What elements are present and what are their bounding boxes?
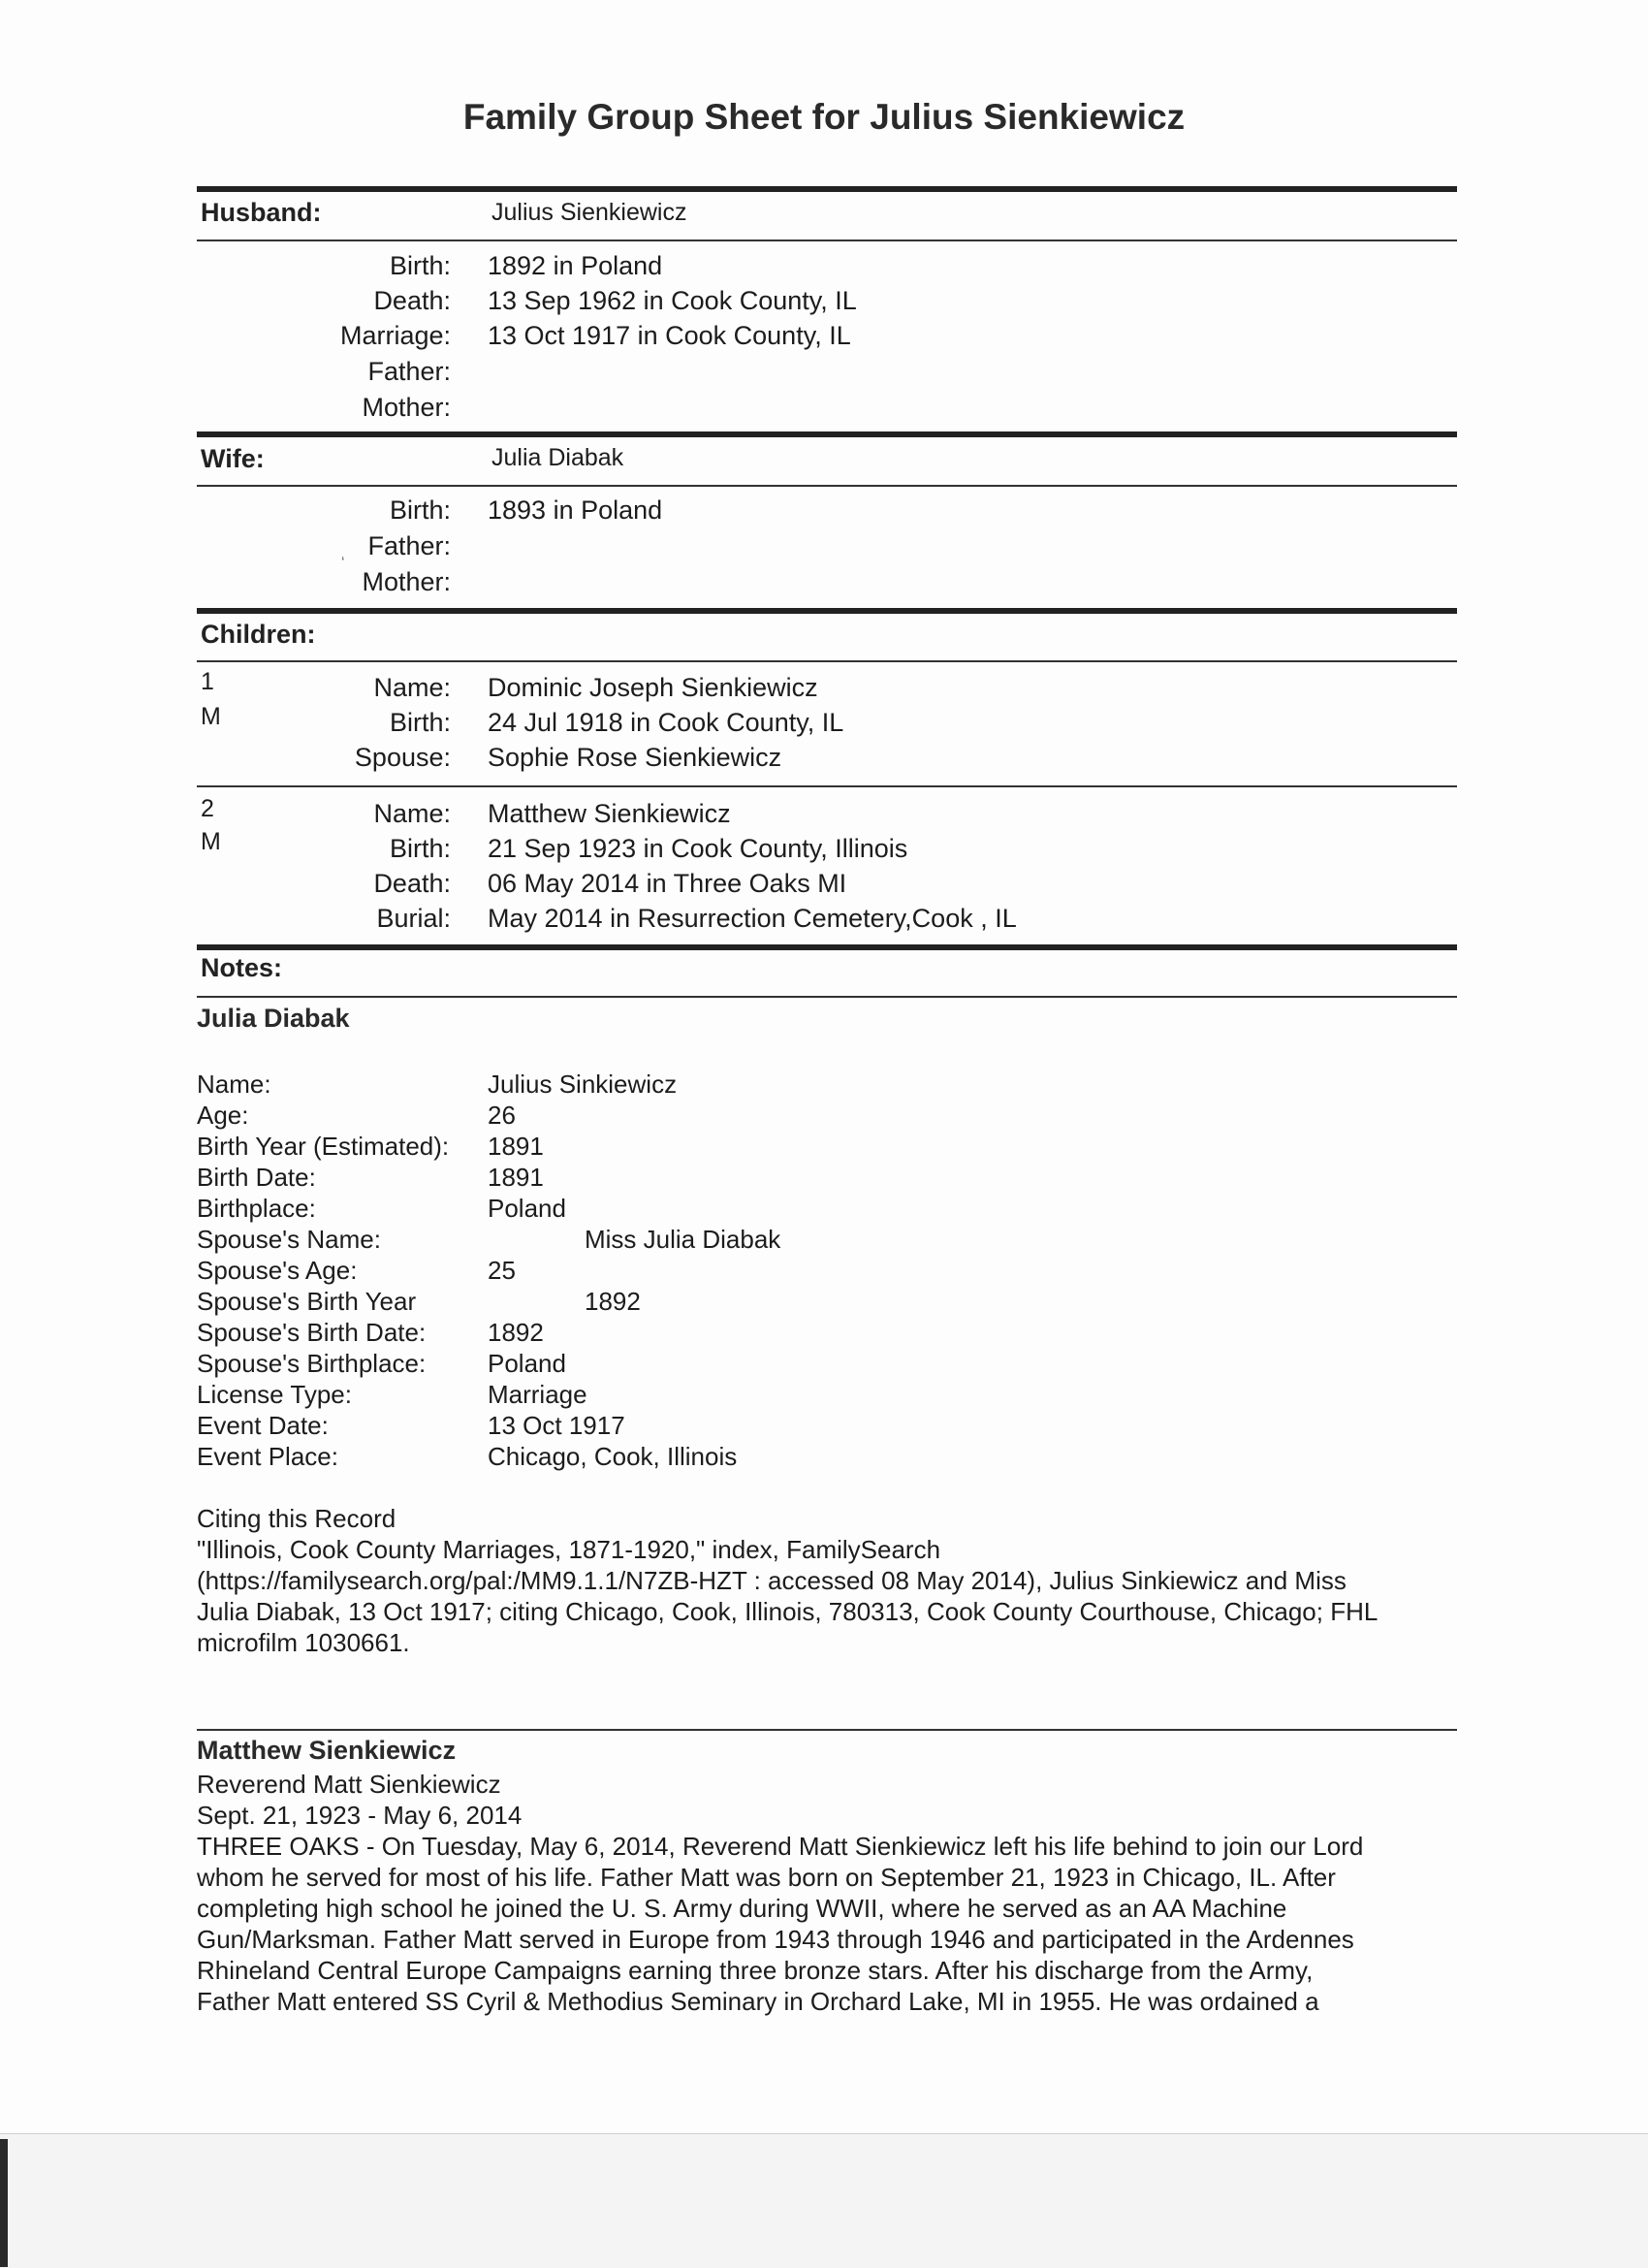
page-title: Family Group Sheet for Julius Sienkiewicz: [462, 97, 1186, 137]
child-1-spouse-value: Sophie Rose Sienkiewicz: [488, 743, 782, 772]
citation-line: "Illinois, Cook County Marriages, 1871-1920," index, FamilySearch: [197, 1535, 941, 1564]
scanner-background: [0, 2133, 1648, 2268]
record-label: Spouse's Birth Year: [197, 1287, 417, 1316]
child-2-burial-value: May 2014 in Resurrection Cemetery,Cook , IL: [488, 904, 1017, 933]
obituary-line: Father Matt entered SS Cyril & Methodius Seminary in Orchard Lake, MI in 1955. He was ordained a: [197, 1987, 1319, 2016]
husband-death-label: Death:: [373, 286, 451, 315]
child-2-name-value: Matthew Sienkiewicz: [488, 799, 731, 828]
section-rule: [197, 186, 1457, 192]
record-value: 26: [488, 1101, 516, 1130]
obituary-block: [197, 1769, 1476, 2017]
obituary-line: Rhineland Central Europe Campaigns earning three bronze stars. After his discharge from the Army,: [197, 1956, 1314, 1985]
citation-line: microfilm 1030661.: [197, 1628, 410, 1657]
record-label: Age:: [197, 1101, 249, 1130]
scan-mark: ‘: [341, 555, 345, 571]
child-2-birth-label: Birth:: [389, 834, 451, 863]
section-divider: [197, 660, 1457, 662]
child-number: 2: [201, 795, 214, 822]
husband-father-label: Father:: [367, 357, 451, 386]
record-label: Spouse's Birth Date:: [197, 1318, 427, 1347]
husband-birth-value: 1892 in Poland: [488, 251, 663, 280]
wife-mother-label: Mother:: [362, 567, 451, 596]
wife-birth-label: Birth:: [389, 495, 451, 525]
husband-label: Husband:: [201, 198, 322, 227]
note-divider: [197, 1729, 1457, 1731]
child-sex: M: [201, 828, 221, 855]
record-label: Birthplace:: [197, 1194, 316, 1223]
husband-marriage-label: Marriage:: [339, 321, 451, 350]
child-number: 1: [201, 668, 214, 695]
section-rule: [197, 431, 1457, 437]
husband-birth-label: Birth:: [389, 251, 451, 280]
child-2-name-label: Name:: [373, 799, 451, 828]
notes-label: Notes:: [201, 953, 283, 982]
obituary-line: Gun/Marksman. Father Matt served in Europe from 1943 through 1946 and participated in the Ardennes: [197, 1925, 1354, 1954]
husband-marriage-value: 13 Oct 1917 in Cook County, IL: [488, 321, 851, 350]
citation-line: Julia Diabak, 13 Oct 1917; citing Chicago, Cook, Illinois, 780313, Cook County Courthouse, Chicago; FHL: [197, 1597, 1379, 1626]
citation-heading: Citing this Record: [197, 1504, 396, 1533]
children-label: Children:: [201, 620, 316, 649]
section-rule: [197, 944, 1457, 950]
note-heading-matthew: Matthew Sienkiewicz: [197, 1736, 457, 1765]
record-label: Birth Year (Estimated):: [197, 1132, 450, 1161]
record-value: Poland: [488, 1349, 566, 1378]
wife-father-label: Father:: [367, 531, 451, 560]
record-label: Spouse's Age:: [197, 1256, 358, 1285]
scanner-edge: [0, 2139, 8, 2267]
record-value: Marriage: [488, 1380, 587, 1409]
section-divider: [197, 485, 1457, 487]
section-rule: [197, 608, 1457, 614]
wife-name: Julia Diabak: [491, 444, 624, 471]
record-value: 1892: [488, 1318, 544, 1347]
record-value: 1891: [488, 1132, 544, 1161]
obituary-line: THREE OAKS - On Tuesday, May 6, 2014, Reverend Matt Sienkiewicz left his life behind to join our Lord: [197, 1832, 1364, 1861]
record-value: 13 Oct 1917: [488, 1411, 625, 1440]
husband-name: Julius Sienkiewicz: [491, 199, 687, 226]
child-1-birth-value: 24 Jul 1918 in Cook County, IL: [488, 708, 844, 737]
record-label: Birth Date:: [197, 1163, 316, 1192]
child-2-birth-value: 21 Sep 1923 in Cook County, Illinois: [488, 834, 908, 863]
child-2-death-value: 06 May 2014 in Three Oaks MI: [488, 869, 847, 898]
obituary-line: completing high school he joined the U. S. Army during WWII, where he served as an AA Machine: [197, 1894, 1287, 1923]
note-heading-julia: Julia Diabak: [197, 1004, 350, 1033]
record-value: Poland: [488, 1194, 566, 1223]
child-divider: [197, 785, 1457, 787]
record-value: 25: [488, 1256, 516, 1285]
record-value: Chicago, Cook, Illinois: [488, 1442, 738, 1471]
record-label: Event Date:: [197, 1411, 329, 1440]
section-divider: [197, 240, 1457, 241]
citation-block: [197, 1503, 1476, 1658]
record-label: License Type:: [197, 1380, 352, 1409]
child-1-name-label: Name:: [373, 673, 451, 702]
section-divider: [197, 996, 1457, 998]
record-label: Name:: [197, 1070, 271, 1099]
record-value: Julius Sinkiewicz: [488, 1070, 678, 1099]
child-2-burial-label: Burial:: [376, 904, 451, 933]
husband-mother-label: Mother:: [362, 393, 451, 422]
child-sex: M: [201, 703, 221, 730]
record-value: 1891: [488, 1163, 544, 1192]
record-label: Event Place:: [197, 1442, 338, 1471]
husband-death-value: 13 Sep 1962 in Cook County, IL: [488, 286, 857, 315]
child-1-name-value: Dominic Joseph Sienkiewicz: [488, 673, 818, 702]
obituary-dates: Sept. 21, 1923 - May 6, 2014: [197, 1801, 523, 1830]
child-1-birth-label: Birth:: [389, 708, 451, 737]
record-label: Spouse's Birthplace:: [197, 1349, 427, 1378]
child-2-death-label: Death:: [373, 869, 451, 898]
citation-line: (https://familysearch.org/pal:/MM9.1.1/N7ZB-HZT : accessed 08 May 2014), Julius Sinkiewicz and Miss: [197, 1566, 1347, 1595]
obituary-subtitle: Reverend Matt Sienkiewicz: [197, 1770, 501, 1799]
record-label: Spouse's Name:: [197, 1225, 381, 1254]
record-value: 1892: [585, 1287, 641, 1316]
record-value: Miss Julia Diabak: [585, 1225, 781, 1254]
wife-birth-value: 1893 in Poland: [488, 495, 663, 525]
wife-label: Wife:: [201, 444, 265, 473]
obituary-line: whom he served for most of his life. Father Matt was born on September 21, 1923 in Chicago, IL. After: [197, 1863, 1336, 1892]
child-1-spouse-label: Spouse:: [354, 743, 451, 772]
